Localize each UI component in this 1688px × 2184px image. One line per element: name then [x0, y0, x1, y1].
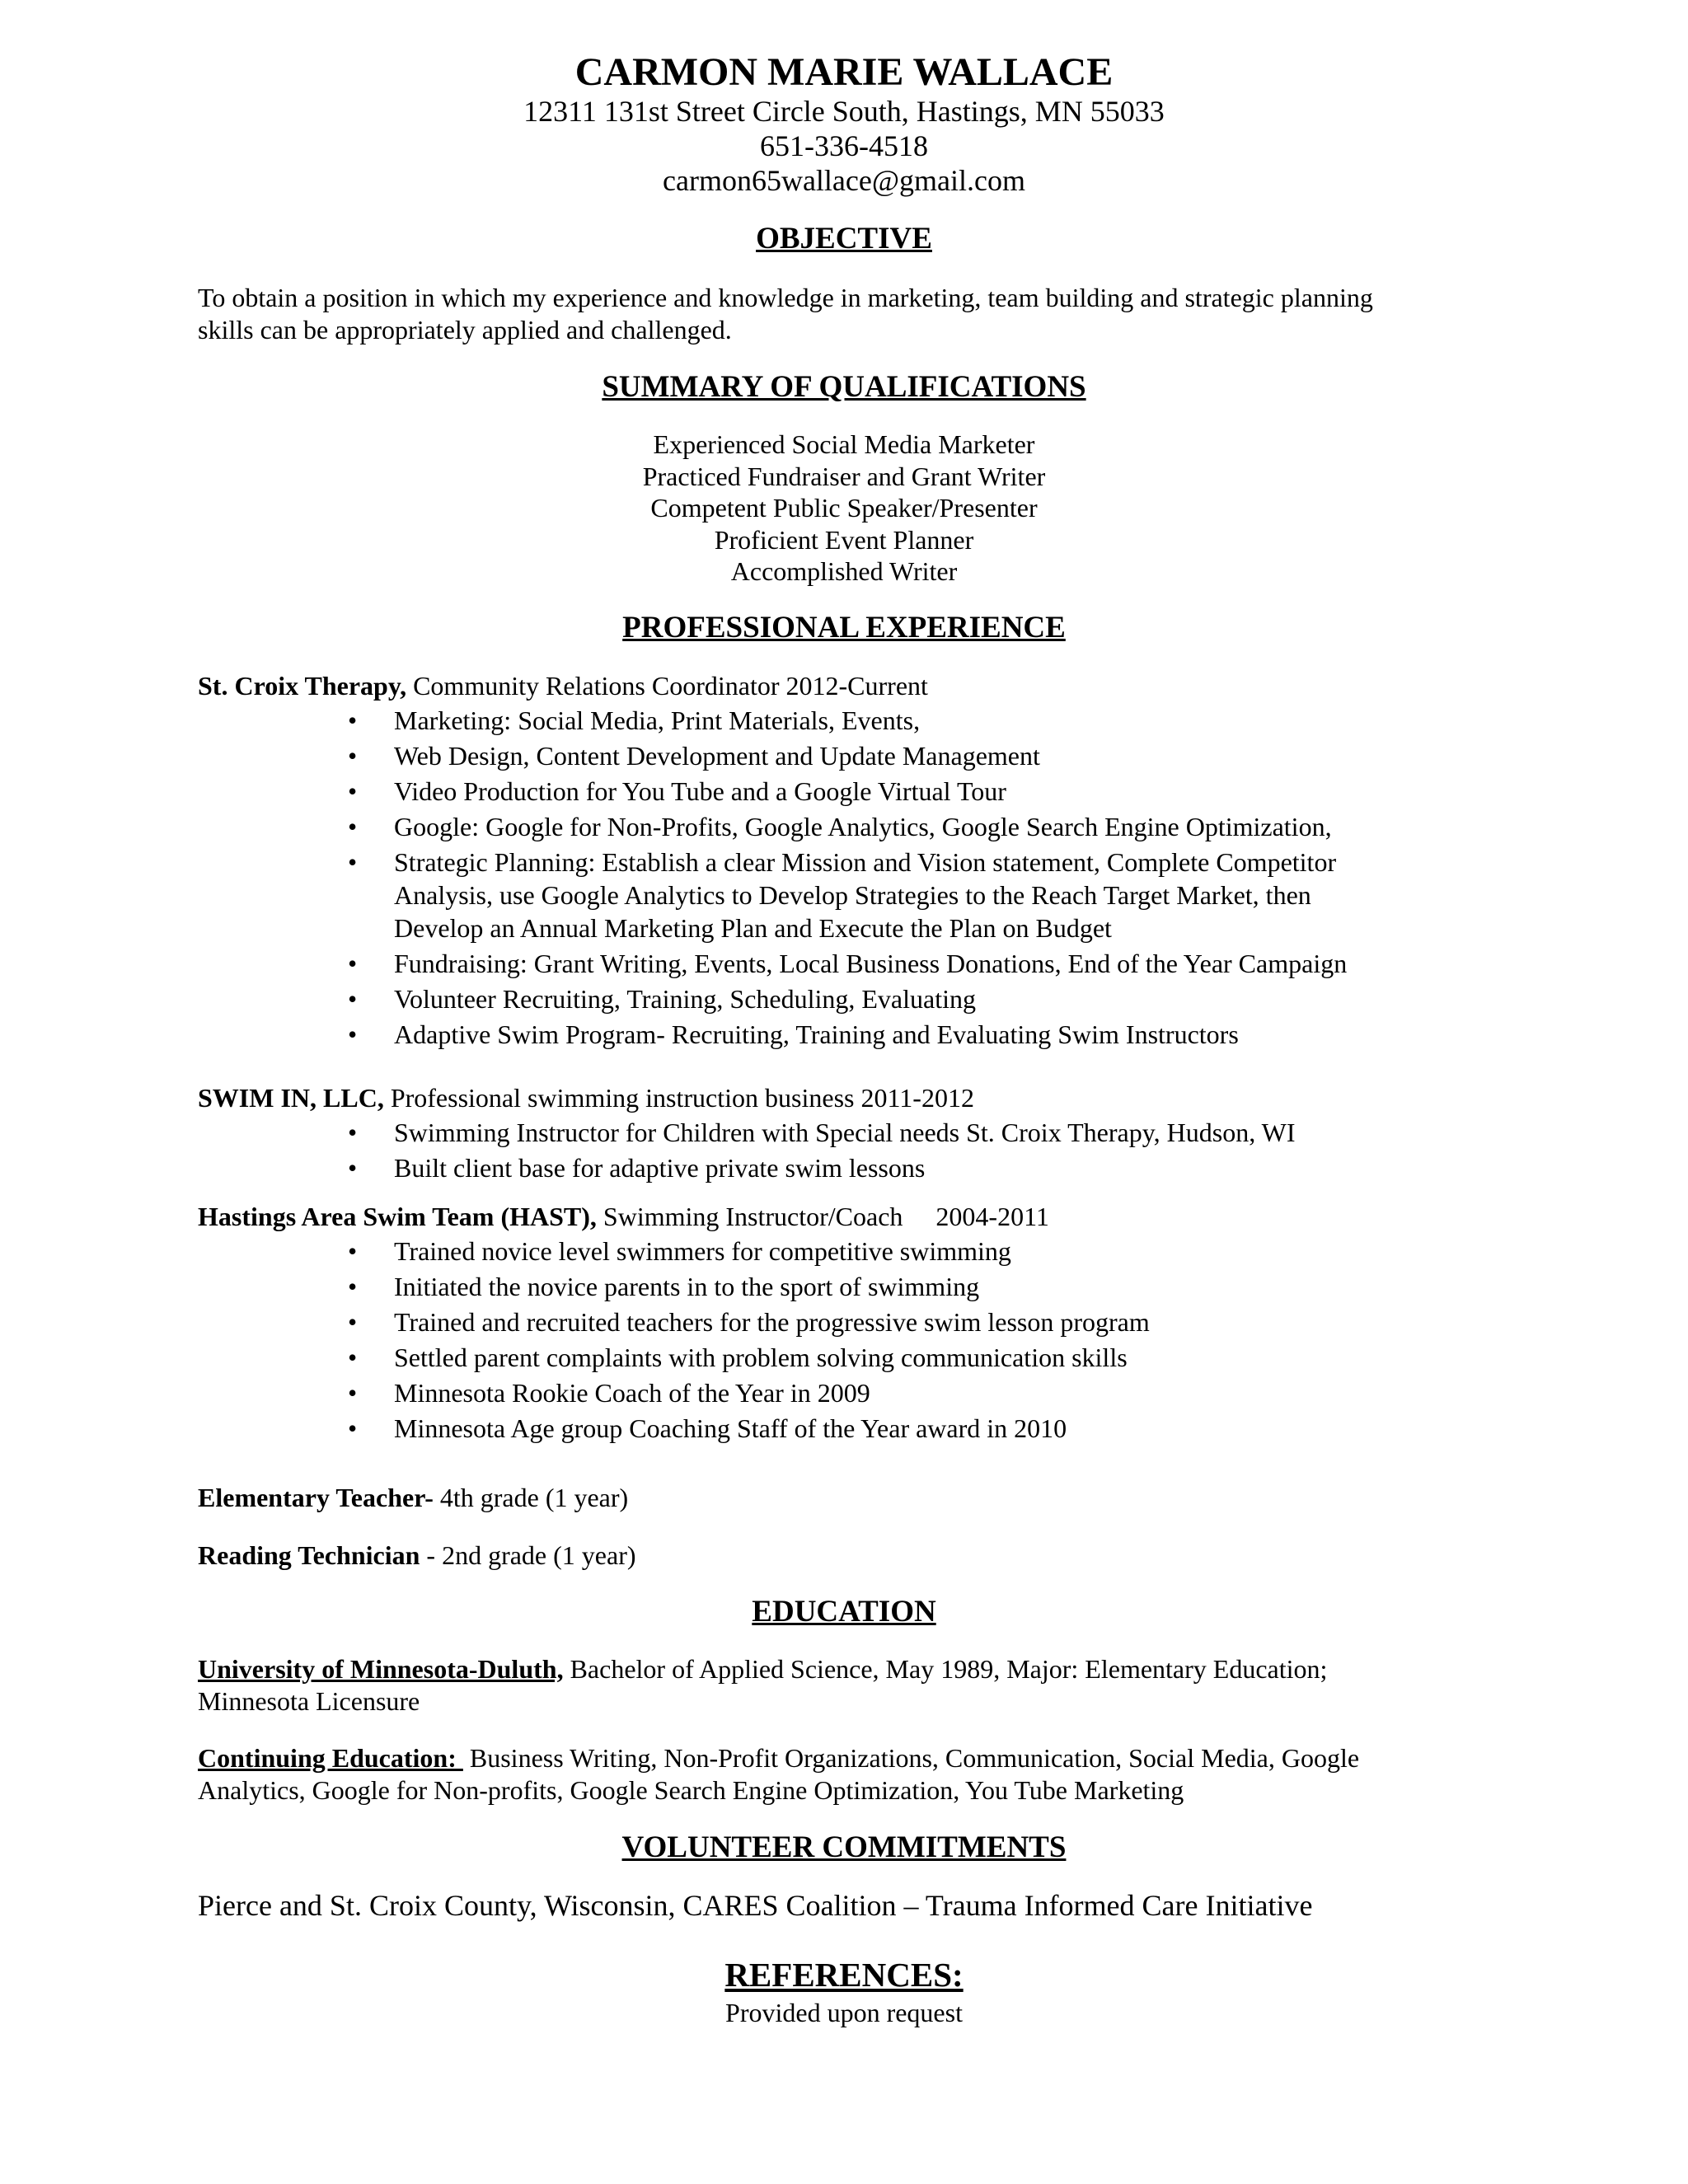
- job-heading: [198, 1539, 636, 1572]
- job-role: Community Relations Coordinator 2012-Current: [406, 671, 928, 701]
- qualifications-heading: SUMMARY OF QUALIFICATIONS: [602, 370, 1086, 404]
- job-organization: Reading Technician: [198, 1540, 420, 1570]
- job-bullets: [0, 1235, 1383, 1447]
- bullet-icon: •: [348, 949, 358, 978]
- education-heading: EDUCATION: [752, 1595, 936, 1629]
- job-organization: Elementary Teacher-: [198, 1483, 434, 1512]
- qualification-item: Experienced Social Media Marketer: [653, 429, 1035, 459]
- job-bullet: • Volunteer Recruiting, Training, Scheduling, Evaluating: [348, 984, 976, 1014]
- qualification-item: Accomplished Writer: [730, 556, 958, 586]
- job-bullet: • Minnesota Age group Coaching Staff of the Year award in 2010: [348, 1413, 1067, 1443]
- education-continuing: [198, 1742, 1451, 1774]
- phone: 651-336-4518: [760, 129, 928, 162]
- bullet-icon: •: [348, 705, 358, 735]
- education-university-line-2: Minnesota Licensure: [198, 1686, 420, 1716]
- job-bullet: • Web Design, Content Development and Update Management: [348, 741, 1040, 771]
- job-heading: [198, 1481, 628, 1514]
- bullet-icon: •: [348, 847, 358, 877]
- education-continuing-line-2: Analytics, Google for Non-profits, Google Search Engine Optimization, You Tube Marketing: [198, 1775, 1184, 1805]
- job-bullet: • Initiated the novice parents in to the sport of swimming: [348, 1272, 980, 1301]
- objective-heading: OBJECTIVE: [756, 222, 932, 255]
- job-bullet: • Trained novice level swimmers for competitive swimming: [348, 1236, 1011, 1266]
- continuing-education-topics: Business Writing, Non-Profit Organizations, Communication, Social Media, Google: [462, 1743, 1360, 1773]
- education-university: [198, 1653, 1451, 1685]
- bullet-icon: •: [348, 812, 358, 841]
- bullet-icon: •: [348, 984, 358, 1014]
- qualification-item: Practiced Fundraiser and Grant Writer: [642, 461, 1046, 491]
- job-heading: [198, 1200, 1049, 1233]
- job-heading: [198, 1081, 974, 1114]
- job-organization: Hastings Area Swim Team (HAST),: [198, 1202, 597, 1231]
- volunteer-heading: VOLUNTEER COMMITMENTS: [621, 1830, 1067, 1864]
- job-role: - 2nd grade (1 year): [420, 1540, 636, 1570]
- job-organization: St. Croix Therapy,: [198, 671, 407, 701]
- job-bullets: [0, 704, 1383, 1053]
- job-role: 4th grade (1 year): [433, 1483, 629, 1512]
- job-bullet: • Settled parent complaints with problem solving communication skills: [348, 1343, 1128, 1372]
- job-bullet: • Trained and recruited teachers for the progressive swim lesson program: [348, 1307, 1150, 1337]
- job-bullet: • Built client base for adaptive private swim lessons: [348, 1153, 926, 1183]
- job-bullet: • Swimming Instructor for Children with Special needs St. Croix Therapy, Hudson, WI: [348, 1118, 1296, 1147]
- job-bullet: • Video Production for You Tube and a Google Virtual Tour: [348, 776, 1006, 806]
- job-bullet: • Minnesota Rookie Coach of the Year in 2009: [348, 1378, 870, 1408]
- volunteer-entry: Pierce and St. Croix County, Wisconsin, CARES Coalition – Trauma Informed Care Initiative: [198, 1889, 1313, 1922]
- references-heading: REFERENCES:: [724, 1956, 964, 1994]
- qualification-item: Competent Public Speaker/Presenter: [650, 493, 1038, 523]
- bullet-icon: •: [348, 1236, 358, 1266]
- job-bullet: • Marketing: Social Media, Print Materials, Events,: [348, 705, 921, 735]
- bullet-icon: •: [348, 776, 358, 806]
- experience-heading: PROFESSIONAL EXPERIENCE: [622, 611, 1066, 644]
- address: 12311 131st Street Circle South, Hastings, MN 55033: [523, 95, 1165, 128]
- university-degree: Bachelor of Applied Science, May 1989, Major: Elementary Education;: [563, 1654, 1328, 1684]
- bullet-icon: •: [348, 1118, 358, 1147]
- job-bullets: [0, 1116, 1383, 1187]
- job-bullet: • Adaptive Swim Program- Recruiting, Training and Evaluating Swim Instructors: [348, 1019, 1239, 1049]
- candidate-name: CARMON MARIE WALLACE: [574, 50, 1114, 94]
- bullet-icon: •: [348, 1307, 358, 1337]
- job-organization: SWIM IN, LLC,: [198, 1083, 384, 1113]
- job-bullet: • Strategic Planning: Establish a clear Mission and Vision statement, Complete Competitor Analysis, use Google Analytics to Develop Strategies to the Reach Target Market, then Develop an Annual Marketing Plan and Execute the Plan on Budget: [348, 847, 1337, 943]
- objective-line-1: To obtain a position in which my experience and knowledge in marketing, team building and strategic planning: [198, 283, 1373, 312]
- continuing-education-label: Continuing Education:: [198, 1743, 463, 1773]
- bullet-icon: •: [348, 1272, 358, 1301]
- email: carmon65wallace@gmail.com: [663, 164, 1025, 197]
- university-name: University of Minnesota-Duluth,: [198, 1654, 564, 1684]
- bullet-icon: •: [348, 741, 358, 771]
- bullet-icon: •: [348, 1019, 358, 1049]
- job-role: Swimming Instructor/Coach 2004-2011: [596, 1202, 1049, 1231]
- bullet-icon: •: [348, 1153, 358, 1183]
- job-heading: [198, 669, 928, 702]
- job-bullet: • Fundraising: Grant Writing, Events, Local Business Donations, End of the Year Campaign: [348, 949, 1348, 978]
- qualifications-list: [0, 429, 1688, 588]
- bullet-icon: •: [348, 1343, 358, 1372]
- qualification-item: Proficient Event Planner: [714, 524, 974, 555]
- references-text: Provided upon request: [725, 1998, 963, 2027]
- objective-line-2: skills can be appropriately applied and challenged.: [198, 315, 732, 344]
- job-role: Professional swimming instruction business 2011-2012: [383, 1083, 974, 1113]
- bullet-icon: •: [348, 1413, 358, 1443]
- bullet-icon: •: [348, 1378, 358, 1408]
- job-bullet: • Google: Google for Non-Profits, Google Analytics, Google Search Engine Optimization,: [348, 812, 1332, 841]
